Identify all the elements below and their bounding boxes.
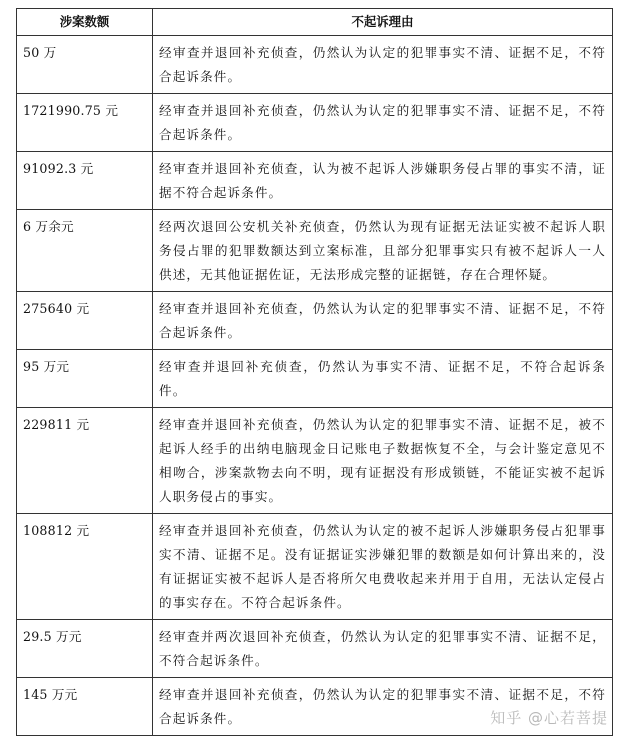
table-row bbox=[17, 350, 613, 408]
amount-cell: 229811 元 bbox=[17, 408, 153, 514]
reason-cell: 经审查并两次退回补充侦查，仍然认为认定的犯罪事实不清、证据不足，不符合起诉条件。 bbox=[153, 620, 613, 678]
reason-cell: 经审查并退回补充侦查，仍然认为认定的被不起诉人涉嫌职务侵占犯罪事实不清、证据不足。没有证据证实涉嫌犯罪的数额是如何计算出来的，没有证据证实被不起诉人是否将所欠电费收起来并用于自用，无法认定侵占的事实存在。不符合起诉条件。 bbox=[153, 514, 613, 620]
table-row bbox=[17, 36, 613, 94]
amount-cell: 50 万 bbox=[17, 36, 153, 94]
amount-cell: 108812 元 bbox=[17, 514, 153, 620]
header-amount: 涉案数额 bbox=[17, 9, 153, 36]
watermark: 知乎 @心若菩提 bbox=[490, 709, 608, 727]
reason-cell: 经审查并退回补充侦查，仍然认为事实不清、证据不足，不符合起诉条件。 bbox=[153, 350, 613, 408]
reason-cell: 经审查并退回补充侦查，仍然认为认定的犯罪事实不清、证据不足，不符合起诉条件。 bbox=[153, 94, 613, 152]
table-row bbox=[17, 408, 613, 514]
amount-cell: 145 万元 bbox=[17, 678, 153, 736]
table-row bbox=[17, 292, 613, 350]
reason-cell: 经两次退回公安机关补充侦查，仍然认为现有证据无法证实被不起诉人职务侵占罪的犯罪数额达到立案标准，且部分犯罪事实只有被不起诉人一人供述，无其他证据佐证，无法形成完整的证据链，存在合理怀疑。 bbox=[153, 210, 613, 292]
reason-cell: 经审查并退回补充侦查，仍然认为认定的犯罪事实不清、证据不足，不符合起诉条件。 bbox=[153, 292, 613, 350]
table-row bbox=[17, 94, 613, 152]
amount-cell: 91092.3 元 bbox=[17, 152, 153, 210]
reason-cell: 经审查并退回补充侦查，仍然认为认定的犯罪事实不清、证据不足，不符合起诉条件。 bbox=[153, 36, 613, 94]
reason-cell: 经审查并退回补充侦查，仍然认为认定的犯罪事实不清、证据不足，被不起诉人经手的出纳电脑现金日记账电子数据恢复不全，与会计鉴定意见不相吻合，涉案款物去向不明，现有证据没有形成锁链，不能证实被不起诉人职务侵占的事实。 bbox=[153, 408, 613, 514]
table-row bbox=[17, 152, 613, 210]
reason-cell: 经审查并退回补充侦查，仍然认为认定的犯罪事实不清、证据不足，不符合起诉条件。 bbox=[153, 678, 613, 736]
header-reason: 不起诉理由 bbox=[153, 9, 613, 36]
amount-cell: 275640 元 bbox=[17, 292, 153, 350]
table-row bbox=[17, 514, 613, 620]
amount-cell: 95 万元 bbox=[17, 350, 153, 408]
case-table bbox=[16, 8, 613, 736]
amount-cell: 6 万余元 bbox=[17, 210, 153, 292]
table-row bbox=[17, 210, 613, 292]
table-row bbox=[17, 620, 613, 678]
reason-cell: 经审查并退回补充侦查，认为被不起诉人涉嫌职务侵占罪的事实不清，证据不符合起诉条件。 bbox=[153, 152, 613, 210]
amount-cell: 1721990.75 元 bbox=[17, 94, 153, 152]
header-row bbox=[17, 9, 613, 36]
amount-cell: 29.5 万元 bbox=[17, 620, 153, 678]
